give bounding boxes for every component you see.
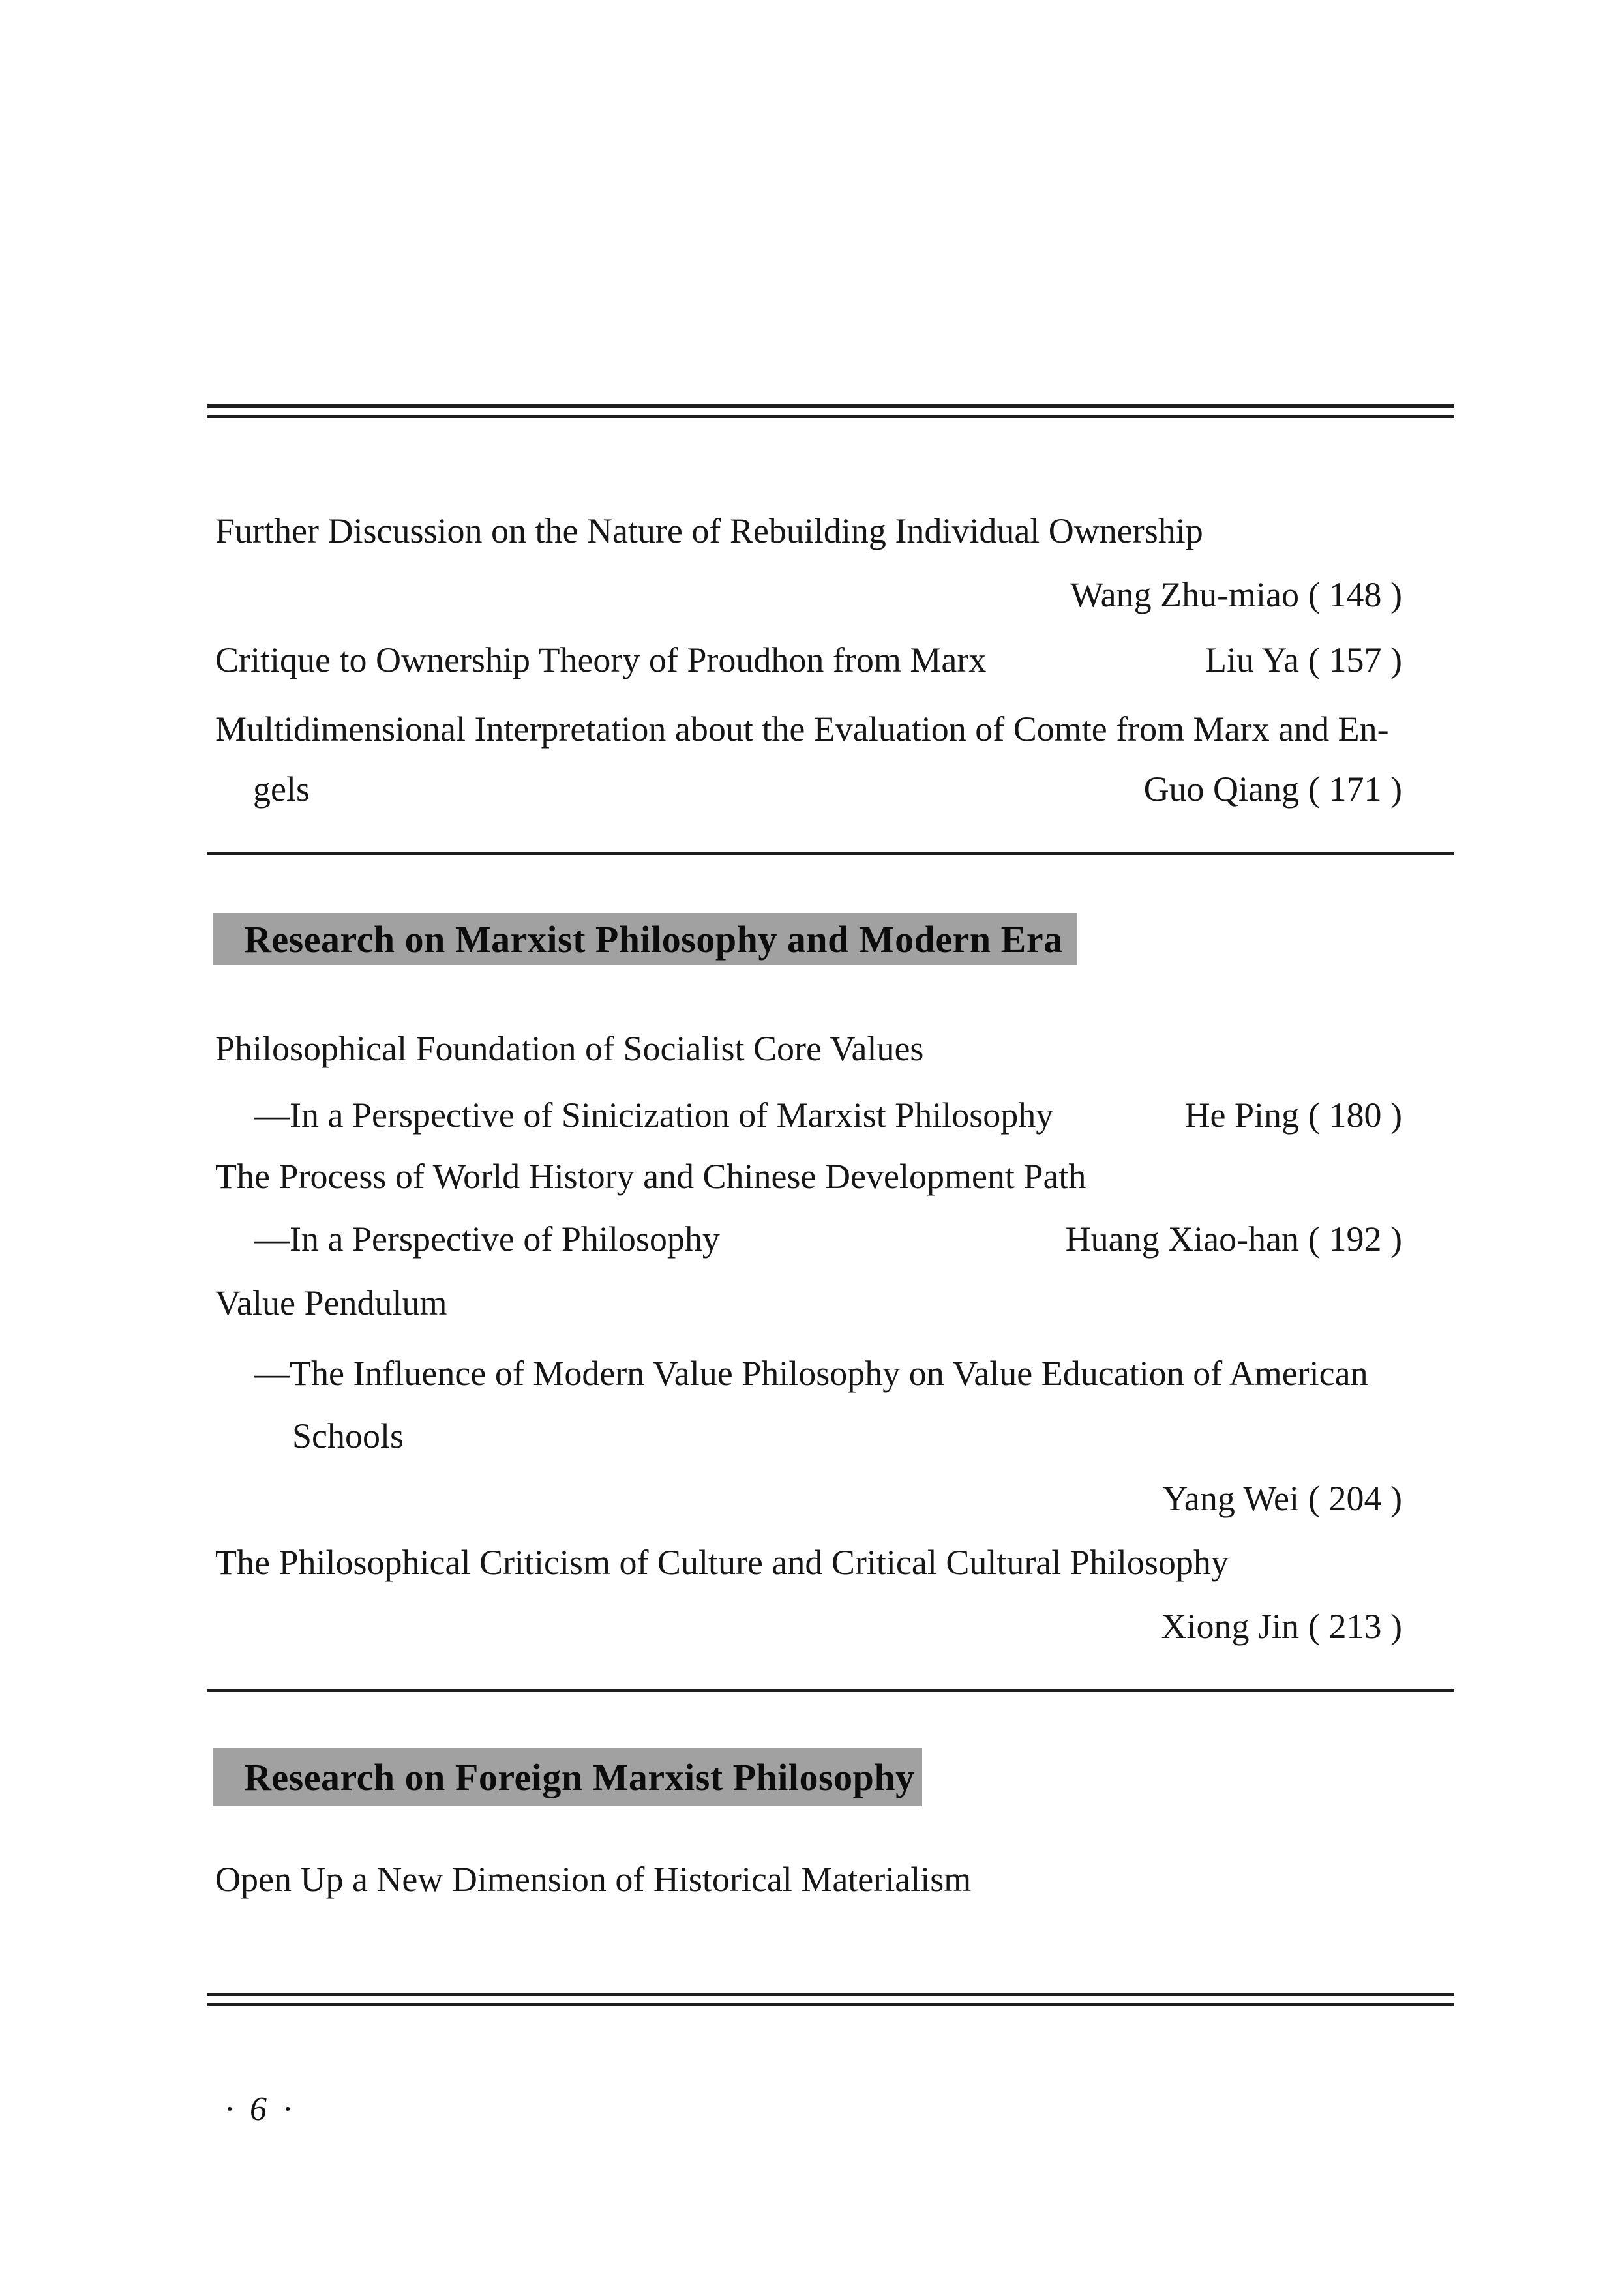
entry-page-number: ( 180 )	[1308, 1096, 1402, 1135]
section-banner-foreign-marxist-philosophy	[213, 1748, 922, 1806]
section-banner-marxist-philosophy-modern-era	[213, 913, 1077, 965]
toc-entry-title	[215, 510, 1402, 552]
page-number: · 6 ·	[225, 2091, 295, 2128]
entry-title-text: The Process of World History and Chinese Development Path	[215, 1157, 1086, 1196]
toc-entry-subtitle	[215, 1352, 1402, 1395]
toc-entry-byline	[1066, 1218, 1402, 1260]
toc-entry-byline	[1144, 768, 1402, 811]
toc-entry-row	[215, 1094, 1402, 1137]
toc-entry-byline	[215, 1478, 1402, 1520]
toc-entry-row	[215, 639, 1402, 681]
entry-author: Huang Xiao-han	[1065, 1219, 1300, 1259]
entry-title-text: Open Up a New Dimension of Historical Materialism	[215, 1860, 972, 1899]
entry-subtitle-text: —The Influence of Modern Value Philosophy on Value Education of American	[254, 1354, 1368, 1393]
toc-entry-title	[215, 1542, 1402, 1584]
entry-subtitle-text: —In a Perspective of Philosophy	[254, 1219, 720, 1259]
entry-subtitle-text: —In a Perspective of Sinicization of Marxist Philosophy	[254, 1096, 1054, 1135]
entry-author: Guo Qiang	[1143, 769, 1300, 809]
entry-author: Wang Zhu-miao	[1070, 575, 1300, 614]
section-banner-label: Research on Foreign Marxist Philosophy	[244, 1755, 915, 1798]
entry-page-number: ( 148 )	[1308, 575, 1402, 614]
toc-entry-byline	[1185, 1094, 1402, 1137]
entry-author: Yang Wei	[1162, 1479, 1300, 1518]
toc-entry-byline	[1205, 639, 1402, 681]
toc-entry-row	[215, 1218, 1402, 1260]
entry-title-text: Further Discussion on the Nature of Rebuilding Individual Ownership	[215, 511, 1203, 550]
entry-author: Liu Ya	[1205, 640, 1300, 679]
toc-entry-title	[215, 1155, 1402, 1198]
entry-title-text: Philosophical Foundation of Socialist Core Values	[215, 1029, 924, 1068]
entry-title-text: Multidimensional Interpretation about the Evaluation of Comte from Marx and En-	[215, 709, 1389, 749]
toc-entry-title	[215, 708, 1402, 751]
entry-title-continuation: gels	[253, 769, 310, 809]
toc-entry-byline	[215, 574, 1402, 616]
entry-author: He Ping	[1184, 1096, 1300, 1135]
entry-title-continuation: Schools	[292, 1416, 404, 1455]
section-banner-label: Research on Marxist Philosophy and Modern Era	[244, 917, 1063, 961]
section-divider	[207, 1689, 1454, 1692]
entry-title-text: The Philosophical Criticism of Culture and Critical Cultural Philosophy	[215, 1543, 1229, 1582]
bottom-double-divider	[207, 1993, 1454, 2006]
toc-entry-continuation	[215, 1415, 1402, 1457]
entry-page-number: ( 204 )	[1308, 1479, 1402, 1518]
entry-title-text: Value Pendulum	[215, 1283, 447, 1322]
entry-title-text: Critique to Ownership Theory of Proudhon from Marx	[215, 640, 987, 679]
section-divider	[207, 852, 1454, 855]
entry-page-number: ( 157 )	[1308, 640, 1402, 679]
entry-author: Xiong Jin	[1161, 1607, 1300, 1646]
entry-page-number: ( 213 )	[1308, 1607, 1402, 1646]
top-double-divider	[207, 404, 1454, 418]
toc-entry-row	[215, 768, 1402, 811]
entry-page-number: ( 171 )	[1308, 769, 1402, 809]
toc-entry-byline	[215, 1605, 1402, 1648]
toc-entry-title	[215, 1282, 1402, 1324]
toc-entry-title	[215, 1028, 1402, 1070]
toc-entry-title	[215, 1858, 1402, 1901]
entry-page-number: ( 192 )	[1308, 1219, 1402, 1259]
